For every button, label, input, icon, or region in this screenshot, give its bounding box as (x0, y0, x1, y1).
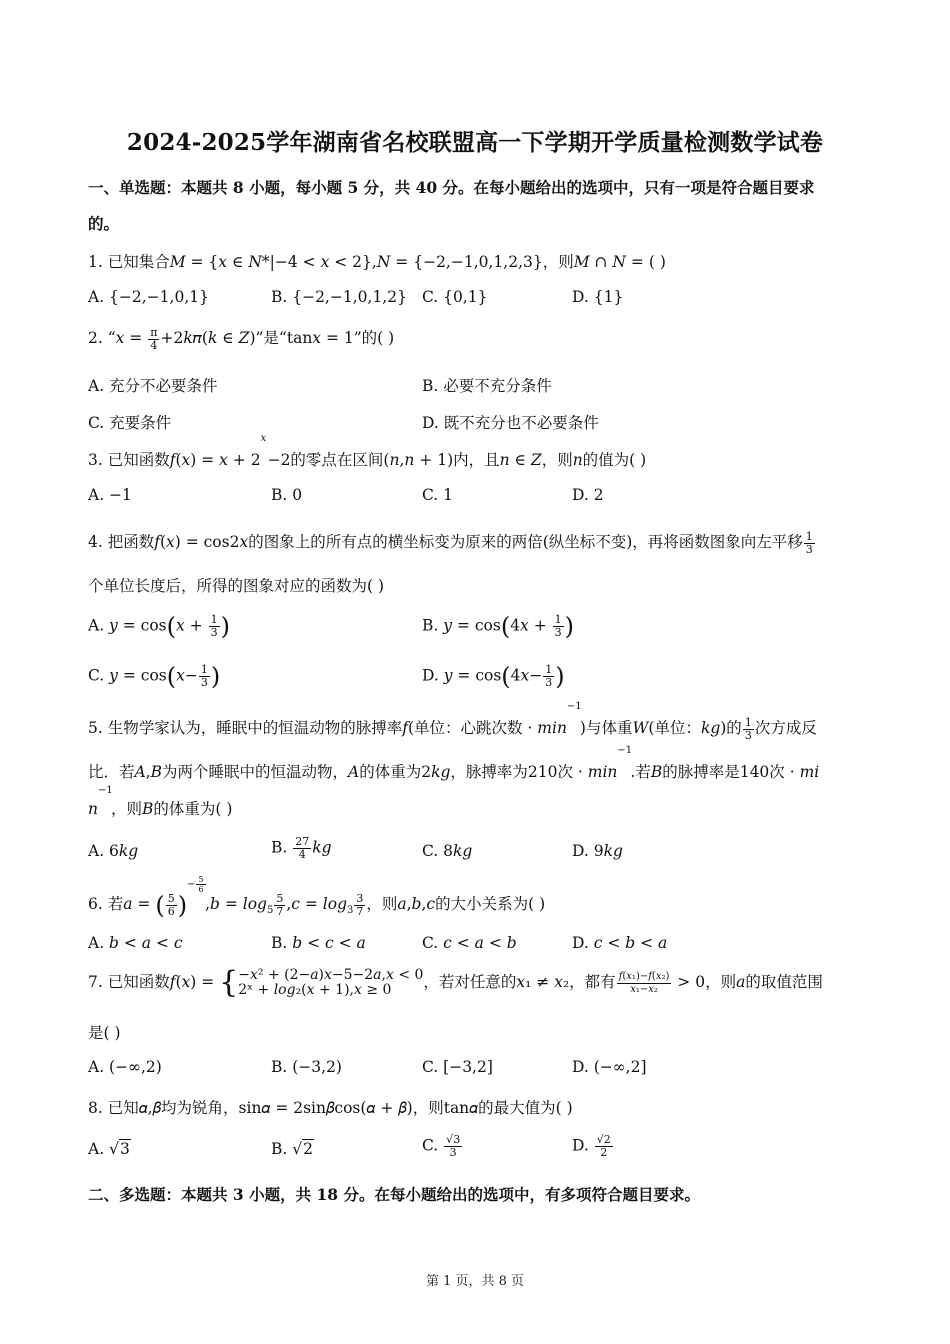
q1-option-c: C. {0,1} (422, 288, 488, 306)
q4-option-c (88, 664, 220, 689)
q1-option-b: B. {−2,−1,0,1,2} (271, 288, 407, 306)
q4-a-pre: A. 𝑦 = cos (88, 616, 167, 635)
q8-a-root: √ (109, 1140, 119, 1158)
q7-pieces (238, 968, 423, 998)
q5-line2-post: .若𝐵的脉搏率是140次 · 𝑚𝑖 (630, 763, 820, 781)
q4-b-num: 1 (554, 613, 562, 626)
q2-option-a: A. 充分不必要条件 (88, 377, 218, 395)
q4-d-pre: D. 𝑦 = cos (422, 666, 502, 685)
q8-stem: 8. 已知𝛼,𝛽均为锐角，sin𝛼 = 2sin𝛽cos(𝛼 + 𝛽)，则tan𝛼的最大值为( ) (88, 1099, 573, 1117)
q4-b-rparen: ) (564, 612, 575, 641)
q5-option-a: A. 6𝑘𝑔 (88, 842, 139, 860)
q4-b-lparen: ( (500, 612, 511, 641)
q6-b-den: 7 (276, 904, 284, 918)
q4-a-lparen: ( (166, 612, 176, 641)
q8-d-pre: D. (572, 1136, 594, 1155)
q8-c-pre: C. (422, 1136, 444, 1155)
exam-title: 2024-2025学年湖南省名校联盟高一下学期开学质量检测数学试卷 (126, 129, 824, 156)
q7-option-c: C. [−3,2] (422, 1058, 493, 1076)
q3-option-b: B. 0 (271, 486, 303, 504)
q6-stem (88, 874, 546, 919)
q4-stem-pre: 4. 把函数𝑓(𝑥) = cos2𝑥的图象上的所有点的横坐标变为原来的两倍(纵坐标不变)，再将函数图象向左平移 (88, 533, 803, 551)
q8-a-pre: A. (88, 1140, 110, 1158)
q2-frac-num: π (150, 325, 158, 339)
q5-stem-line2 (88, 745, 820, 782)
q1-option-a: A. {−2,−1,0,1} (88, 288, 209, 306)
q7-option-d: D. (−∞,2] (572, 1058, 647, 1076)
q4-a-frac (209, 614, 220, 639)
q5-b-frac (293, 836, 311, 861)
q5-option-b (271, 836, 332, 861)
q8-a-radicand: 3 (119, 1140, 130, 1158)
q8-a-sqrt (109, 1140, 131, 1158)
q7-stem (88, 965, 823, 1000)
q6-three-sevenths (354, 893, 365, 918)
q4-d-rparen: ) (555, 662, 565, 691)
section1-heading: 一、单选题：本题共 8 小题，每小题 5 分，共 40 分。在每小题给出的选项中，只有一项是符合题目要求 (88, 178, 815, 197)
q6-a-power (155, 874, 204, 919)
q4-c-lparen: ( (166, 662, 177, 691)
q2-option-c: C. 充要条件 (88, 414, 172, 432)
q3-option-d: D. 2 (572, 486, 604, 504)
q4-c-inner: 𝑥− (176, 666, 198, 685)
q6-b-num: 5 (276, 891, 284, 905)
q6-five-sevenths (274, 893, 285, 918)
q5-option-c: C. 8𝑘𝑔 (422, 842, 473, 860)
q8-d-den: 2 (600, 1146, 608, 1159)
q5-line3-pre: 𝑛 (88, 800, 98, 818)
q4-option-a (88, 614, 230, 639)
section1-heading-cont: 的。 (88, 214, 120, 233)
q4-frac-num: 1 (805, 529, 813, 543)
q5-line1-end: 次方成反 (754, 719, 817, 737)
q2-option-b: B. 必要不充分条件 (422, 377, 552, 395)
q3-option-a: A. −1 (88, 486, 132, 504)
q7-frac-num: 𝑓(𝑥₁)−𝑓(𝑥₂) (618, 970, 670, 982)
q2-option-d: D. 既不充分也不必要条件 (422, 414, 599, 432)
q4-b-inner: 4𝑥 + (510, 616, 552, 635)
q4-a-rparen: ) (220, 612, 230, 641)
q5-line3-post: ，则𝐵的体重为( ) (110, 800, 233, 818)
q6-lparen: ( (155, 891, 165, 919)
q6-post: ，则𝑎,𝑏,𝑐的大小关系为( ) (366, 895, 546, 913)
q8-c-root: √ (446, 1133, 454, 1146)
q7-mid: ，若对任意的𝑥₁ ≠ 𝑥₂，都有 (423, 973, 616, 991)
q2-stem-post: +2𝑘𝜋(𝑘 ∈ 𝑍)”是“tan𝑥 = 1”的( ) (160, 329, 395, 347)
q8-d-frac (595, 1134, 613, 1159)
q4-d-frac (543, 664, 554, 689)
q4-c-num: 1 (200, 663, 208, 676)
q6-rparen: ) (177, 891, 188, 919)
q6-exp-frac (196, 875, 205, 894)
q4-option-d (422, 664, 565, 689)
q8-b-radicand: 2 (303, 1140, 314, 1158)
q8-c-frac (444, 1134, 462, 1159)
q5-line3-pre-wrap (88, 785, 113, 818)
q3-stem-pre: 3. 已知函数𝑓(𝑥) = 𝑥 + 2 (88, 451, 261, 469)
q6-exp-minus: − (187, 878, 196, 890)
q5-line3-exp: −1 (97, 785, 113, 796)
q6-exp-num: 5 (198, 874, 204, 884)
q5-line1-post: )与体重𝑊(单位：𝑘𝑔)的 (579, 719, 742, 737)
q5-b-pre: B. (271, 838, 293, 857)
q8-option-c (422, 1134, 463, 1159)
q6-option-b: B. 𝑏 < 𝑐 < 𝑎 (271, 934, 366, 952)
q6-base3: 3 (347, 905, 354, 916)
q8-c-den: 3 (449, 1146, 457, 1159)
q6-exponent (187, 875, 206, 894)
q5-b-den: 4 (298, 848, 306, 861)
page-footer: 第 1 页，共 8 页 (425, 1274, 525, 1289)
q5-stem (88, 701, 817, 742)
q4-b-frac (553, 614, 564, 639)
q4-b-den: 3 (554, 626, 562, 639)
q6-exp-den: 6 (198, 884, 204, 894)
q5-line2-pre: 比．若𝐴,𝐵为两个睡眠中的恒温动物，𝐴的体重为2𝑘𝑔，脉搏率为210次 · 𝑚𝑖𝑛 (88, 763, 618, 781)
q7-pre: 7. 已知函数𝑓(𝑥) = (88, 973, 220, 991)
q8-b-root: √ (292, 1140, 303, 1158)
q6-base5: 5 (266, 905, 274, 916)
q2-pi-over-4 (148, 327, 159, 352)
q4-stem (88, 530, 816, 556)
q5-frac-num: 1 (744, 715, 752, 729)
q6-c-den: 7 (356, 904, 364, 918)
q6-mid2: ,𝑐 = 𝑙𝑜𝑔 (286, 895, 348, 913)
q3-exponent: 𝑥 (260, 433, 267, 444)
q5-option-d: D. 9𝑘𝑔 (572, 842, 623, 860)
q4-d-den: 3 (545, 676, 553, 689)
q8-option-a (88, 1140, 131, 1158)
q8-option-b (271, 1140, 314, 1158)
q3-stem-pre-wrap (88, 433, 267, 470)
q8-b-pre: B. (271, 1140, 293, 1158)
q7-piece1: −𝑥² + (2−𝑎)𝑥−5−2𝑎,𝑥 < 0 (238, 967, 424, 983)
q4-c-pre: C. 𝑦 = cos (88, 666, 167, 685)
q6-option-d: D. 𝑐 < 𝑏 < 𝑎 (572, 934, 668, 952)
q2-stem-pre: 2. “𝑥 = (88, 329, 148, 347)
q6-frac-num: 5 (167, 891, 175, 905)
q5-b-post: 𝑘𝑔 (312, 838, 332, 857)
q8-b-sqrt (292, 1140, 314, 1158)
q4-stem-cont: 个单位长度后，所得的图象对应的函数为( ) (88, 577, 385, 595)
q5-line1-exp: −1 (566, 701, 582, 712)
q1-option-d: D. {1} (572, 288, 624, 306)
q5-stem-line3 (88, 785, 233, 819)
q4-d-inner: 4𝑥− (510, 666, 543, 685)
q5-line2-pre-wrap (88, 745, 633, 782)
q4-a-num: 1 (210, 613, 218, 626)
q5-one-third (743, 717, 754, 742)
q7-post: > 0，则𝑎的取值范围 (672, 973, 823, 991)
q4-c-rparen: ) (210, 662, 221, 691)
q5-line1-pre: 5. 生物学家认为，睡眠中的恒温动物的脉搏率𝑓(单位：心跳次数 · 𝑚𝑖𝑛 (88, 719, 567, 737)
q6-pre: 6. 若𝑎 = (88, 895, 156, 913)
q8-d-radicand: 2 (603, 1133, 611, 1146)
q4-option-b (422, 614, 574, 639)
q3-stem (88, 433, 647, 470)
q8-d-root: √ (596, 1133, 604, 1146)
q7-frac (617, 971, 672, 996)
q4-b-pre: B. 𝑦 = cos (422, 616, 501, 635)
q5-b-num: 27 (295, 835, 310, 848)
q6-c-num: 3 (356, 891, 364, 905)
q7-frac-den: 𝑥₁−𝑥₂ (630, 983, 658, 995)
q6-five-sixths (166, 893, 177, 918)
q4-a-inner: 𝑥 + (176, 616, 208, 635)
q6-option-a: A. 𝑏 < 𝑎 < 𝑐 (88, 934, 183, 952)
q7-option-a: A. (−∞,2) (88, 1058, 162, 1076)
q5-line2-exp: −1 (617, 745, 633, 756)
q1-stem: 1. 已知集合𝑀 = {𝑥 ∈ 𝑁*|−4 < 𝑥 < 2},𝑁 = {−2,−1,0,1,2,3}，则𝑀 ∩ 𝑁 = ( ) (88, 253, 666, 271)
q7-piece2: 2ˣ + 𝑙𝑜𝑔₂(𝑥 + 1),𝑥 ≥ 0 (238, 982, 392, 998)
q3-stem-post: −2的零点在区间(𝑛,𝑛 + 1)内，且𝑛 ∈ 𝑍，则𝑛的值为( ) (267, 451, 647, 469)
q3-option-c: C. 1 (422, 486, 454, 504)
q8-option-d (572, 1134, 614, 1159)
q6-option-c: C. 𝑐 < 𝑎 < 𝑏 (422, 934, 517, 952)
q7-stem-cont: 是( ) (88, 1024, 121, 1042)
q4-d-num: 1 (545, 663, 553, 676)
q5-frac-den: 3 (744, 728, 752, 742)
q7-brace: { (219, 965, 239, 1000)
q4-one-third (804, 531, 815, 556)
q5-line1-pre-wrap (88, 701, 582, 738)
q4-c-den: 3 (200, 676, 208, 689)
q7-option-b: B. (−3,2) (271, 1058, 342, 1076)
q2-stem (88, 326, 394, 352)
q4-d-lparen: ( (501, 662, 511, 691)
q4-c-frac (199, 664, 210, 689)
q4-a-den: 3 (210, 626, 218, 639)
q6-mid: ,𝑏 = 𝑙𝑜𝑔 (205, 895, 267, 913)
q2-frac-den: 4 (150, 338, 158, 352)
q8-c-radicand: 3 (453, 1133, 461, 1146)
q4-frac-den: 3 (805, 542, 813, 556)
section2-heading: 二、多选题：本题共 3 小题，共 18 分。在每小题给出的选项中，有多项符合题目要求。 (88, 1185, 700, 1204)
q6-frac-den: 6 (167, 904, 175, 918)
